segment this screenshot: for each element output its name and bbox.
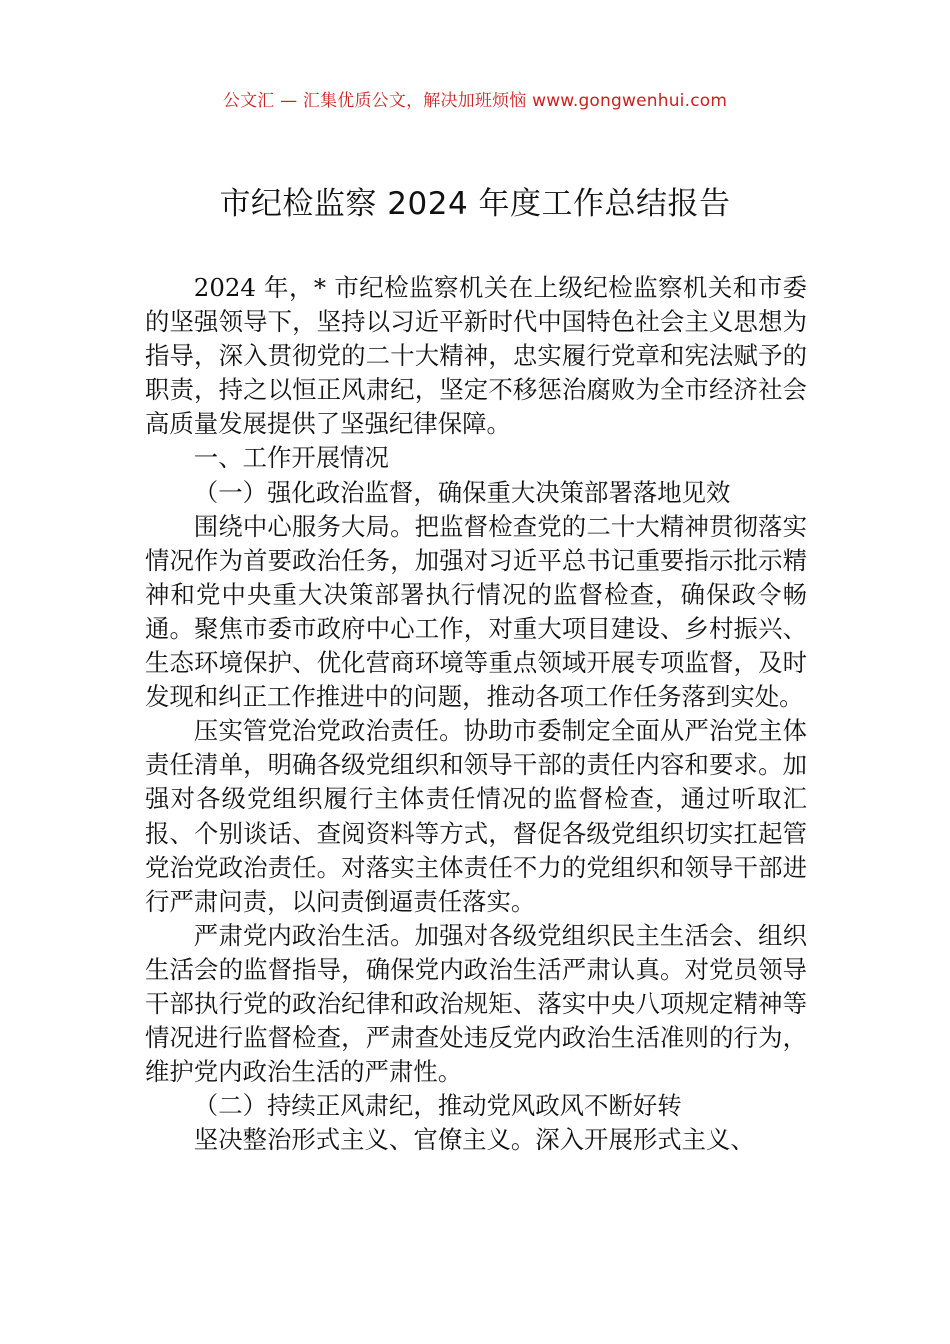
paragraph-formalism: 坚决整治形式主义、官僚主义。深入开展形式主义、 — [193, 1125, 755, 1155]
document-title: 市纪检监察 2024 年度工作总结报告 — [219, 186, 731, 222]
section-heading-1: 一、工作开展情况 — [193, 443, 389, 473]
paragraph-party-political-life: 严肃党内政治生活。加强对各级党组织民主生活会、组织生活会的监督指导，确保党内政治生活严肃认真。对党员领导干部执行党的政治纪律和政治规矩、落实中央八项规定精神等情况进行监督检查，严肃查处违反党内政治生活准则的行为，维护党内政治生活的严肃性。 — [145, 920, 807, 1087]
paragraph-party-responsibility: 压实管党治党政治责任。协助市委制定全面从严治党主体责任清单，明确各级党组织和领导干部的责任内容和要求。加强对各级党组织履行主体责任情况的监督检查，通过听取汇报、个别谈话、查阅资料等方式，督促各级党组织切实扛起管党治党政治责任。对落实主体责任不力的党组织和领导干部进行严肃问责，以问责倒逼责任落实。 — [145, 716, 807, 916]
subsection-heading-2: （二）持续正风肃纪，推动党风政风不断好转 — [193, 1091, 682, 1121]
intro-paragraph: 2024 年，* 市纪检监察机关在上级纪检监察机关和市委的坚强领导下，坚持以习近平新时代中国特色社会主义思想为指导，深入贯彻党的二十大精神，忠实履行党章和宪法赋予的职责，持之以恒正风肃纪，坚定不移惩治腐败为全市经济社会高质量发展提供了坚强纪律保障。 — [145, 273, 807, 439]
document-body — [145, 271, 807, 1157]
subsection-heading-1: （一）强化政治监督，确保重大决策部署落地见效 — [193, 477, 731, 507]
header-banner[interactable]: 公文汇 — 汇集优质公文，解决加班烦恼 www.gongwenhui.com — [222, 91, 728, 111]
paragraph-central-service: 围绕中心服务大局。把监督检查党的二十大精神贯彻落实情况作为首要政治任务，加强对习近平总书记重要指示批示精神和党中央重大决策部署执行情况的监督检查，确保政令畅通。聚焦市委市政府中心工作，对重大项目建设、乡村振兴、生态环境保护、优化营商环境等重点领域开展专项监督，及时发现和纠正工作推进中的问题，推动各项工作任务落到实处。 — [145, 511, 807, 712]
